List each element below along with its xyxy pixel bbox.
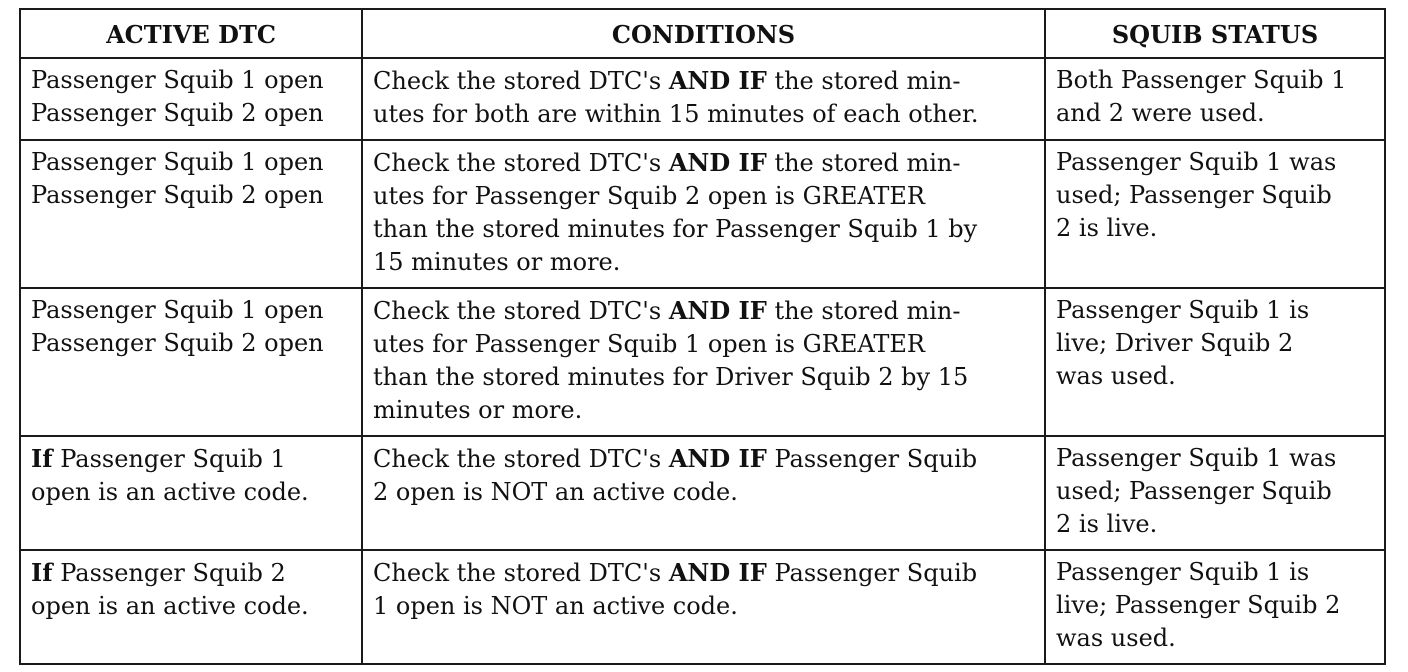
squib-status-cell	[1045, 140, 1385, 288]
status-line: 2 is live.	[1056, 510, 1158, 538]
dtc-line: Passenger Squib 1 open	[31, 148, 324, 176]
active-dtc-cell	[20, 58, 362, 140]
active-dtc-cell	[20, 288, 362, 436]
dtc-line: Passenger Squib 2 open	[31, 99, 324, 127]
conditions-cell	[362, 58, 1045, 140]
condition-line: utes for Passenger Squib 1 open is GREATER	[373, 330, 925, 358]
condition-emphasis: AND IF	[668, 558, 767, 587]
status-line: live; Driver Squib 2	[1056, 329, 1294, 357]
condition-line	[373, 442, 1034, 476]
dtc-text: Passenger Squib 2	[52, 559, 286, 587]
dtc-line: Passenger Squib 1 open	[31, 296, 324, 324]
condition-text: Check the stored DTC's	[373, 297, 669, 325]
squib-status-cell	[1045, 436, 1385, 550]
status-line: Passenger Squib 1 is	[1056, 296, 1310, 324]
condition-emphasis: AND IF	[668, 444, 767, 473]
dtc-squib-table	[19, 8, 1386, 665]
condition-line: 2 open is NOT an active code.	[373, 478, 738, 506]
condition-text: the stored min-	[766, 149, 961, 177]
condition-text: the stored min-	[766, 67, 961, 95]
dtc-emphasis: If	[31, 558, 53, 587]
conditions-cell	[362, 288, 1045, 436]
condition-line	[373, 64, 1034, 98]
condition-emphasis: AND IF	[668, 296, 767, 325]
dtc-line	[31, 442, 351, 476]
status-line: Passenger Squib 1 was	[1056, 148, 1337, 176]
status-line: used; Passenger Squib	[1056, 181, 1332, 209]
table-row	[20, 140, 1385, 288]
squib-status-cell	[1045, 288, 1385, 436]
active-dtc-cell	[20, 140, 362, 288]
status-line: Both Passenger Squib 1	[1056, 66, 1347, 94]
dtc-line: open is an active code.	[31, 478, 309, 506]
conditions-cell	[362, 550, 1045, 664]
dtc-squib-table-page	[19, 8, 1386, 665]
table-row	[20, 436, 1385, 550]
conditions-cell	[362, 436, 1045, 550]
condition-line: 1 open is NOT an active code.	[373, 592, 738, 620]
status-line: was used.	[1056, 362, 1176, 390]
status-line: was used.	[1056, 624, 1176, 652]
status-line: 2 is live.	[1056, 214, 1158, 242]
squib-status-cell	[1045, 550, 1385, 664]
condition-line: than the stored minutes for Driver Squib 2 by 15	[373, 363, 969, 391]
condition-text: Check the stored DTC's	[373, 559, 669, 587]
condition-emphasis: AND IF	[668, 148, 767, 177]
dtc-line: Passenger Squib 2 open	[31, 181, 324, 209]
active-dtc-cell	[20, 436, 362, 550]
condition-text: Check the stored DTC's	[373, 445, 669, 473]
condition-line	[373, 146, 1034, 180]
condition-line	[373, 556, 1034, 590]
dtc-text: Passenger Squib 1	[52, 445, 286, 473]
squib-status-cell	[1045, 58, 1385, 140]
conditions-cell	[362, 140, 1045, 288]
dtc-line: Passenger Squib 1 open	[31, 66, 324, 94]
active-dtc-cell	[20, 550, 362, 664]
condition-line: utes for Passenger Squib 2 open is GREATER	[373, 182, 925, 210]
status-line: and 2 were used.	[1056, 99, 1265, 127]
condition-text: Passenger Squib	[766, 445, 978, 473]
condition-line: 15 minutes or more.	[373, 248, 621, 276]
condition-line: utes for both are within 15 minutes of each other.	[373, 100, 979, 128]
condition-emphasis: AND IF	[668, 66, 767, 95]
status-line: Passenger Squib 1 was	[1056, 444, 1337, 472]
dtc-line: open is an active code.	[31, 592, 309, 620]
status-line: used; Passenger Squib	[1056, 477, 1332, 505]
condition-text: Passenger Squib	[766, 559, 978, 587]
condition-line	[373, 294, 1034, 328]
header-squib-status: SQUIB STATUS	[1045, 9, 1385, 58]
dtc-line: Passenger Squib 2 open	[31, 329, 324, 357]
header-row	[20, 9, 1385, 58]
status-line: Passenger Squib 1 is	[1056, 558, 1310, 586]
condition-line: than the stored minutes for Passenger Squib 1 by	[373, 215, 978, 243]
status-line: live; Passenger Squib 2	[1056, 591, 1341, 619]
condition-text: Check the stored DTC's	[373, 149, 669, 177]
condition-text: Check the stored DTC's	[373, 67, 669, 95]
condition-line: minutes or more.	[373, 396, 583, 424]
dtc-emphasis: If	[31, 444, 53, 473]
condition-text: the stored min-	[766, 297, 961, 325]
dtc-line	[31, 556, 351, 590]
header-conditions: CONDITIONS	[362, 9, 1045, 58]
table-row	[20, 58, 1385, 140]
header-active-dtc: ACTIVE DTC	[20, 9, 362, 58]
table-row	[20, 288, 1385, 436]
table-row	[20, 550, 1385, 664]
